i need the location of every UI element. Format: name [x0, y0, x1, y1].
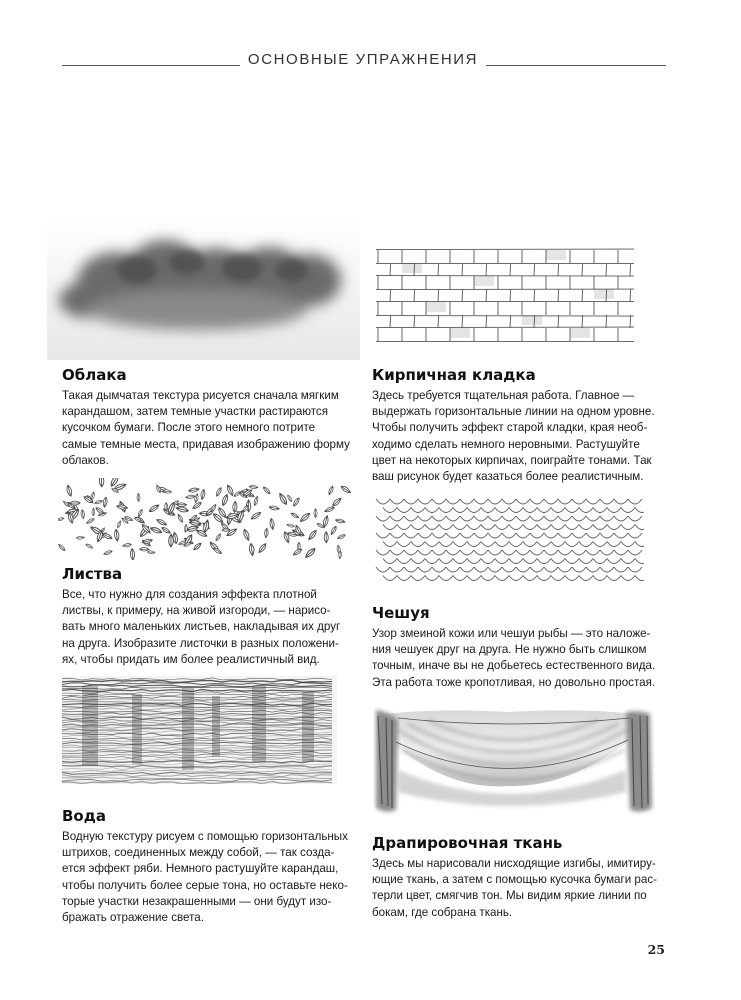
brick-illustration [372, 244, 640, 344]
header-rule-right [486, 65, 666, 66]
text-line: Узор змеиной кожи или чешуи рыбы — это наложе- [372, 627, 651, 640]
text-line: точным, иначе вы не добьетесь естественного вида. [372, 659, 656, 673]
text-line: ющие ткань, а затем с помощью кусочка бумаги рас- [372, 873, 657, 887]
text-line: листвы, к примеру, на живой изгороди, — нарисо- [62, 604, 331, 618]
section-text-scales [372, 626, 655, 691]
text-line: вать много маленьких листьев, накладывая их друг [62, 620, 341, 634]
text-line: Здесь мы нарисовали нисходящие изгибы, имитиру- [372, 857, 656, 870]
text-line: торые участки незакрашенными — они будут изо- [62, 894, 332, 908]
text-line: самые темные места, придавая изображению форму [62, 437, 350, 451]
text-line: Все, что нужно для создания эффекта плотной [62, 588, 317, 601]
text-line: ется эффект ряби. Немного растушуйте карандаш, [62, 862, 339, 876]
page-number: 25 [647, 942, 665, 957]
water-illustration [62, 676, 337, 784]
section-text-foliage [62, 587, 340, 668]
text-line: Водную текстуру рисуем с помощью горизонтальных [62, 830, 348, 843]
header-rule-left [62, 65, 240, 66]
cloud-illustration [47, 220, 360, 360]
text-line: бражать отражение света. [62, 911, 204, 925]
section-text-clouds [62, 388, 350, 469]
section-title-drapery: Драпировочная ткань [372, 834, 563, 852]
text-line: терли цвет, смягчив тон. Мы видим яркие линии по [372, 889, 647, 903]
section-title-water: Вода [62, 807, 106, 825]
section-text-water [62, 829, 348, 926]
text-line: кусочком бумаги. После этого немного потрите [62, 421, 316, 435]
text-line: выдержать горизонтальные линии на одном уровне. [372, 405, 655, 419]
text-line: карандашом, затем темные участки растираются [62, 405, 329, 419]
text-line: штрихов, соединенных между собой, — так созда- [62, 846, 335, 860]
scales-illustration [374, 495, 644, 589]
text-line: Такая дымчатая текстура рисуется сначала мягким [62, 389, 339, 402]
text-line: Здесь требуется тщательная работа. Главное — [372, 389, 635, 402]
section-title-brick: Кирпичная кладка [372, 366, 536, 384]
section-title-foliage: Листва [62, 565, 123, 583]
text-line: облаков. [62, 453, 109, 467]
text-line: бокам, где собрана ткань. [372, 905, 513, 919]
page-header-title: ОСНОВНЫЕ УПРАЖНЕНИЯ [247, 51, 479, 68]
section-title-clouds: Облака [62, 366, 127, 384]
text-line: чтобы получить более серые тона, но оставьте неко- [62, 878, 348, 892]
section-text-drapery [372, 856, 657, 921]
text-line: ваш рисунок будет казаться более реалистичным. [372, 470, 644, 484]
foliage-illustration [58, 478, 353, 560]
text-line: ния чешуек друг на друга. Не нужно быть слишком [372, 643, 647, 657]
section-title-scales: Чешуя [372, 604, 430, 622]
text-line: цвет на некоторых кирпичах, поиграйте тонами. Так [372, 453, 652, 467]
text-line: Эта работа тоже кропотливая, но довольно простая. [372, 675, 656, 689]
text-line: ях, чтобы придать им более реалистичный вид. [62, 652, 320, 666]
text-line: ходимо сделать немного неровными. Растушуйте [372, 437, 640, 451]
text-line: на друга. Изобразите листочки в разных положени- [62, 636, 339, 650]
text-line: Чтобы получить эффект старой кладки, края необ- [372, 421, 648, 435]
drapery-illustration [368, 700, 658, 820]
section-text-brick [372, 388, 655, 485]
